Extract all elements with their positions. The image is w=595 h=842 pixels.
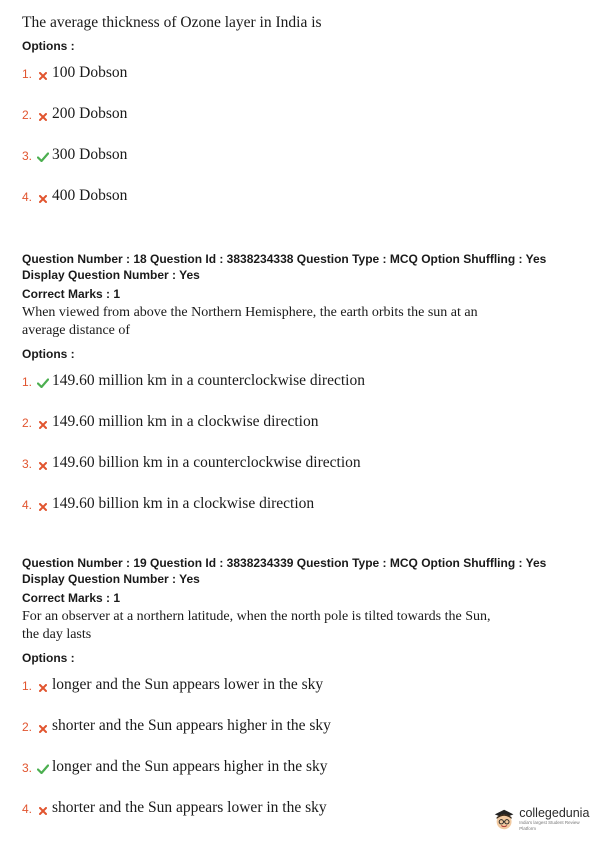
option-2 bbox=[22, 390, 577, 431]
option-text: 149.60 million km in a counterclockwise direction bbox=[52, 372, 365, 389]
option-text: 149.60 billion km in a clockwise direction bbox=[52, 495, 315, 512]
option-4 bbox=[22, 164, 577, 205]
option-text: 200 Dobson bbox=[52, 105, 128, 122]
option-number: 2. bbox=[22, 720, 33, 734]
cross-icon bbox=[36, 807, 50, 817]
logo-tagline: India's largest Student Review Platform bbox=[519, 819, 580, 831]
option-number: 3. bbox=[22, 457, 33, 471]
option-text: 400 Dobson bbox=[52, 187, 128, 204]
option-text: longer and the Sun appears lower in the sky bbox=[52, 676, 324, 693]
options-label: Options : bbox=[22, 347, 75, 361]
logo-name: collegedunia bbox=[519, 805, 590, 820]
cross-icon bbox=[36, 113, 50, 123]
option-text: 100 Dobson bbox=[52, 64, 128, 81]
option-number: 1. bbox=[22, 375, 33, 389]
question-text-line-2: average distance of bbox=[22, 323, 131, 338]
option-3 bbox=[22, 735, 577, 776]
display-question-number: Display Question Number : Yes bbox=[22, 572, 200, 586]
correct-marks: Correct Marks : 1 bbox=[22, 591, 121, 605]
option-text: shorter and the Sun appears lower in the sky bbox=[52, 799, 327, 816]
option-number: 3. bbox=[22, 149, 33, 163]
option-2 bbox=[22, 82, 577, 123]
mascot-face-icon bbox=[492, 806, 516, 832]
question-meta: Question Number : 18 Question Id : 3838234338 Question Type : MCQ Option Shuffling : Yes bbox=[22, 252, 547, 266]
option-number: 2. bbox=[22, 416, 33, 430]
option-number: 4. bbox=[22, 498, 33, 512]
option-number: 3. bbox=[22, 761, 33, 775]
option-number: 1. bbox=[22, 679, 33, 693]
option-text: 149.60 billion km in a counterclockwise direction bbox=[52, 454, 361, 471]
option-text: 149.60 million km in a clockwise direction bbox=[52, 413, 319, 430]
option-4 bbox=[22, 472, 577, 513]
options-label: Options : bbox=[22, 651, 75, 665]
option-number: 1. bbox=[22, 67, 33, 81]
option-2 bbox=[22, 694, 577, 735]
question-text-line-2: the day lasts bbox=[22, 627, 92, 642]
cross-icon bbox=[36, 684, 50, 694]
question-19 bbox=[22, 555, 577, 817]
question-18 bbox=[22, 251, 577, 513]
options-list bbox=[22, 54, 577, 205]
cross-icon bbox=[36, 725, 50, 735]
question-meta: Question Number : 19 Question Id : 3838234339 Question Type : MCQ Option Shuffling : Yes bbox=[22, 556, 547, 570]
option-number: 2. bbox=[22, 108, 33, 122]
question-text: The average thickness of Ozone layer in India is bbox=[22, 14, 322, 31]
option-3 bbox=[22, 123, 577, 164]
option-number: 4. bbox=[22, 802, 33, 816]
option-1 bbox=[22, 54, 577, 82]
option-text: shorter and the Sun appears higher in the sky bbox=[52, 717, 331, 734]
display-question-number: Display Question Number : Yes bbox=[22, 268, 200, 282]
option-text: longer and the Sun appears higher in the sky bbox=[52, 758, 328, 775]
cross-icon bbox=[36, 421, 50, 431]
cross-icon bbox=[36, 503, 50, 513]
cross-icon bbox=[36, 462, 50, 472]
option-3 bbox=[22, 431, 577, 472]
check-icon bbox=[36, 764, 50, 776]
question-text-line-1: When viewed from above the Northern Hemisphere, the earth orbits the sun at an bbox=[22, 305, 478, 320]
option-1 bbox=[22, 666, 577, 694]
options-list bbox=[22, 362, 577, 513]
question-text-line-1: For an observer at a northern latitude, when the north pole is tilted towards the Sun, bbox=[22, 609, 491, 624]
check-icon bbox=[36, 378, 50, 390]
option-text: 300 Dobson bbox=[52, 146, 128, 163]
options-list bbox=[22, 666, 577, 817]
option-number: 4. bbox=[22, 190, 33, 204]
check-icon bbox=[36, 152, 50, 164]
collegedunia-logo bbox=[492, 804, 592, 834]
options-label: Options : bbox=[22, 39, 75, 53]
cross-icon bbox=[36, 72, 50, 82]
question-17 bbox=[22, 14, 577, 205]
correct-marks: Correct Marks : 1 bbox=[22, 287, 121, 301]
option-1 bbox=[22, 362, 577, 390]
cross-icon bbox=[36, 195, 50, 205]
